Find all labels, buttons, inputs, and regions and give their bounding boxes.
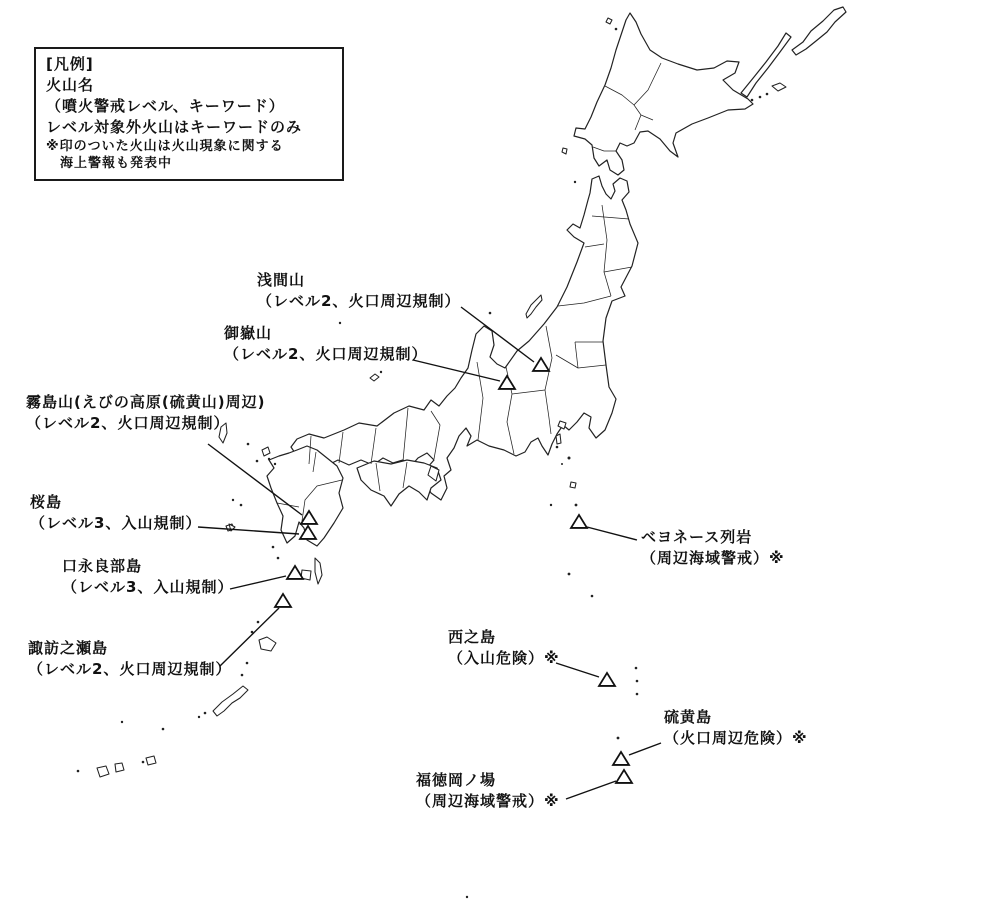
leader-line-kuchinoerabujima: [230, 576, 286, 589]
legend-line: 火山名: [46, 76, 95, 94]
volcano-label-ioto: [664, 707, 808, 749]
legend-line: （噴火警戒レベル、キーワード）: [46, 97, 285, 115]
leader-line-ioto: [629, 743, 661, 755]
volcano-status: （レベル3、入山規制）: [62, 578, 234, 596]
volcano-status: （周辺海域警戒）※: [416, 792, 560, 810]
volcano-name: 御嶽山: [224, 324, 273, 342]
volcano-status: （レベル2、火口周辺規制）: [257, 292, 461, 310]
volcano-label-kirishimayama: [26, 392, 265, 434]
volcano-marker-nishinoshima: [599, 673, 615, 686]
volcano-label-bayonnaise-rocks: [641, 527, 785, 569]
volcano-marker-kuchinoerabujima: [287, 566, 303, 579]
volcano-name: ベヨネース列岩: [641, 528, 753, 546]
legend-line: レベル対象外火山はキーワードのみ: [46, 118, 303, 136]
legend-note: 海上警報も発表中: [60, 156, 173, 171]
legend-box: [34, 47, 344, 181]
volcano-marker-suwanosejima: [275, 594, 291, 607]
volcano-label-fukutoku-okanoba: [416, 770, 560, 812]
island-etorofu: [792, 7, 846, 55]
volcano-name: 硫黄島: [664, 708, 713, 726]
volcano-label-nishinoshima: [448, 627, 560, 669]
legend-title: [凡例]: [46, 55, 94, 73]
volcano-status: （入山危険）※: [448, 649, 560, 667]
volcano-label-ontakesan: [224, 323, 427, 365]
island-hokkaido: [574, 13, 753, 175]
volcano-status: （レベル2、火口周辺規制）: [224, 345, 428, 363]
volcano-name: 西之島: [448, 628, 497, 646]
volcano-status: （レベル2、火口周辺規制）: [26, 414, 230, 432]
volcano-name: 福徳岡ノ場: [416, 771, 497, 789]
volcano-marker-ioto: [613, 752, 629, 765]
volcano-name: 諏訪之瀬島: [28, 639, 109, 657]
volcano-label-sakurajima: [30, 492, 201, 534]
leader-line-nishinoshima: [556, 663, 599, 677]
volcano-name: 桜島: [30, 493, 63, 511]
volcano-status: （火口周辺危険）※: [664, 729, 808, 747]
leader-line-bayonnaise-rocks: [587, 527, 637, 540]
legend-note: ※印のついた火山は火山現象に関する: [46, 139, 284, 154]
volcano-label-kuchinoerabujima: [62, 556, 233, 598]
volcano-marker-fukutoku-okanoba: [616, 770, 632, 783]
volcano-status: （周辺海域警戒）※: [641, 549, 785, 567]
volcano-label-asamayama: [257, 270, 460, 312]
volcano-name: 浅間山: [257, 271, 306, 289]
volcano-name: 霧島山(えびの高原(硫黄山)周辺): [26, 393, 266, 411]
volcano-status: （レベル3、入山規制）: [30, 514, 202, 532]
island-shikoku: [357, 460, 441, 506]
volcano-status: （レベル2、火口周辺規制）: [28, 660, 232, 678]
volcano-label-suwanosejima: [28, 638, 231, 680]
volcano-name: 口永良部島: [62, 557, 143, 575]
volcano-marker-bayonnaise-rocks: [571, 515, 587, 528]
leader-line-fukutoku-okanoba: [566, 781, 616, 799]
